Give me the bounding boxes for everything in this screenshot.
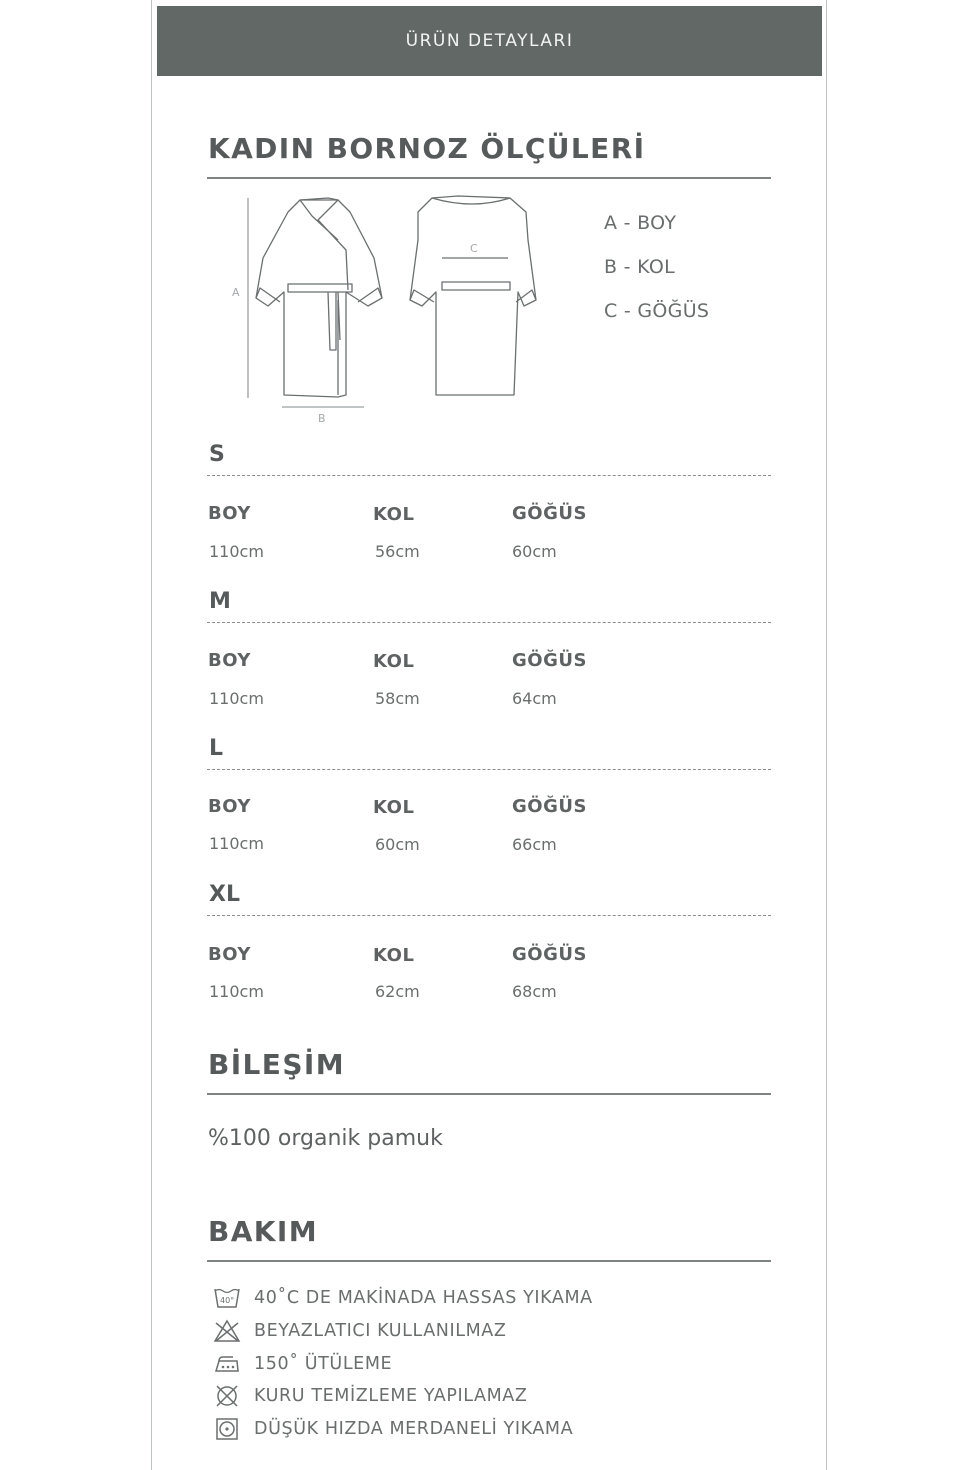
care-item-text: DÜŞÜK HIZDA MERDANELİ YIKAMA bbox=[254, 1419, 574, 1439]
composition-title: BİLEŞİM bbox=[208, 1048, 345, 1081]
size-label-s: S bbox=[209, 442, 225, 467]
product-details-header bbox=[157, 6, 822, 76]
tumble-dry-low-icon bbox=[212, 1416, 242, 1442]
column-heading-kol: KOL bbox=[373, 797, 415, 818]
size-m-boy-value: 110cm bbox=[209, 689, 264, 708]
header-title: ÜRÜN DETAYLARI bbox=[405, 31, 574, 51]
size-l-boy-value: 110cm bbox=[209, 834, 264, 853]
robe-diagram bbox=[228, 190, 548, 425]
size-xl-gogus-value: 68cm bbox=[512, 982, 557, 1001]
diagram-label-a: A bbox=[232, 286, 240, 299]
size-m-gogus-value: 64cm bbox=[512, 689, 557, 708]
size-label-xl: XL bbox=[209, 882, 240, 907]
size-divider bbox=[207, 622, 771, 623]
care-item-iron bbox=[212, 1350, 392, 1378]
legend-item-boy: A - BOY bbox=[604, 212, 677, 234]
size-s-gogus-value: 60cm bbox=[512, 542, 557, 561]
column-heading-boy: BOY bbox=[208, 650, 251, 671]
wash-icon-temperature: 40° bbox=[220, 1296, 235, 1305]
size-m-kol-value: 58cm bbox=[375, 689, 420, 708]
care-item-text: BEYAZLATICI KULLANILMAZ bbox=[254, 1321, 507, 1341]
column-heading-gogus: GÖĞÜS bbox=[512, 650, 587, 671]
care-item-tumble bbox=[212, 1415, 573, 1443]
column-heading-boy: BOY bbox=[208, 796, 251, 817]
size-s-kol-value: 56cm bbox=[375, 542, 420, 561]
size-xl-boy-value: 110cm bbox=[209, 982, 264, 1001]
legend-item-kol: B - KOL bbox=[604, 256, 676, 278]
measurements-title: KADIN BORNOZ ÖLÇÜLERİ bbox=[208, 132, 646, 165]
wash-40-icon bbox=[212, 1285, 242, 1311]
column-heading-kol: KOL bbox=[373, 651, 415, 672]
robe-back-collar bbox=[432, 198, 510, 204]
care-item-dry-clean bbox=[212, 1382, 527, 1410]
care-rule bbox=[207, 1260, 771, 1262]
size-l-kol-value: 60cm bbox=[375, 835, 420, 854]
no-bleach-icon bbox=[212, 1318, 242, 1344]
composition-text: %100 organik pamuk bbox=[208, 1126, 443, 1151]
care-title: BAKIM bbox=[208, 1215, 318, 1248]
care-item-wash bbox=[212, 1284, 593, 1312]
column-heading-gogus: GÖĞÜS bbox=[512, 944, 587, 965]
size-divider bbox=[207, 769, 771, 770]
robe-back-belt bbox=[442, 282, 510, 290]
diagram-label-b: B bbox=[318, 412, 326, 425]
column-heading-kol: KOL bbox=[373, 504, 415, 525]
size-s-boy-value: 110cm bbox=[209, 542, 264, 561]
diagram-label-c: C bbox=[470, 242, 478, 255]
care-item-text: KURU TEMİZLEME YAPILAMAZ bbox=[254, 1386, 528, 1406]
legend-item-gogus: C - GÖĞÜS bbox=[604, 300, 710, 322]
composition-rule bbox=[207, 1093, 771, 1095]
measurements-rule bbox=[207, 177, 771, 179]
care-item-text: 150˚ ÜTÜLEME bbox=[254, 1354, 393, 1374]
size-label-m: M bbox=[209, 589, 231, 614]
size-xl-kol-value: 62cm bbox=[375, 982, 420, 1001]
iron-icon bbox=[212, 1351, 242, 1377]
size-divider bbox=[207, 915, 771, 916]
size-label-l: L bbox=[209, 736, 224, 761]
robe-back-outline bbox=[410, 196, 536, 395]
size-divider bbox=[207, 475, 771, 476]
column-heading-boy: BOY bbox=[208, 503, 251, 524]
column-heading-gogus: GÖĞÜS bbox=[512, 503, 587, 524]
size-l-gogus-value: 66cm bbox=[512, 835, 557, 854]
care-item-text: 40˚C DE MAKİNADA HASSAS YIKAMA bbox=[254, 1288, 593, 1308]
column-heading-kol: KOL bbox=[373, 945, 415, 966]
robe-front-collar bbox=[300, 198, 348, 290]
column-heading-gogus: GÖĞÜS bbox=[512, 796, 587, 817]
column-heading-boy: BOY bbox=[208, 944, 251, 965]
robe-front-belt bbox=[288, 284, 352, 350]
care-item-bleach bbox=[212, 1317, 506, 1345]
no-dry-clean-icon bbox=[212, 1383, 242, 1409]
